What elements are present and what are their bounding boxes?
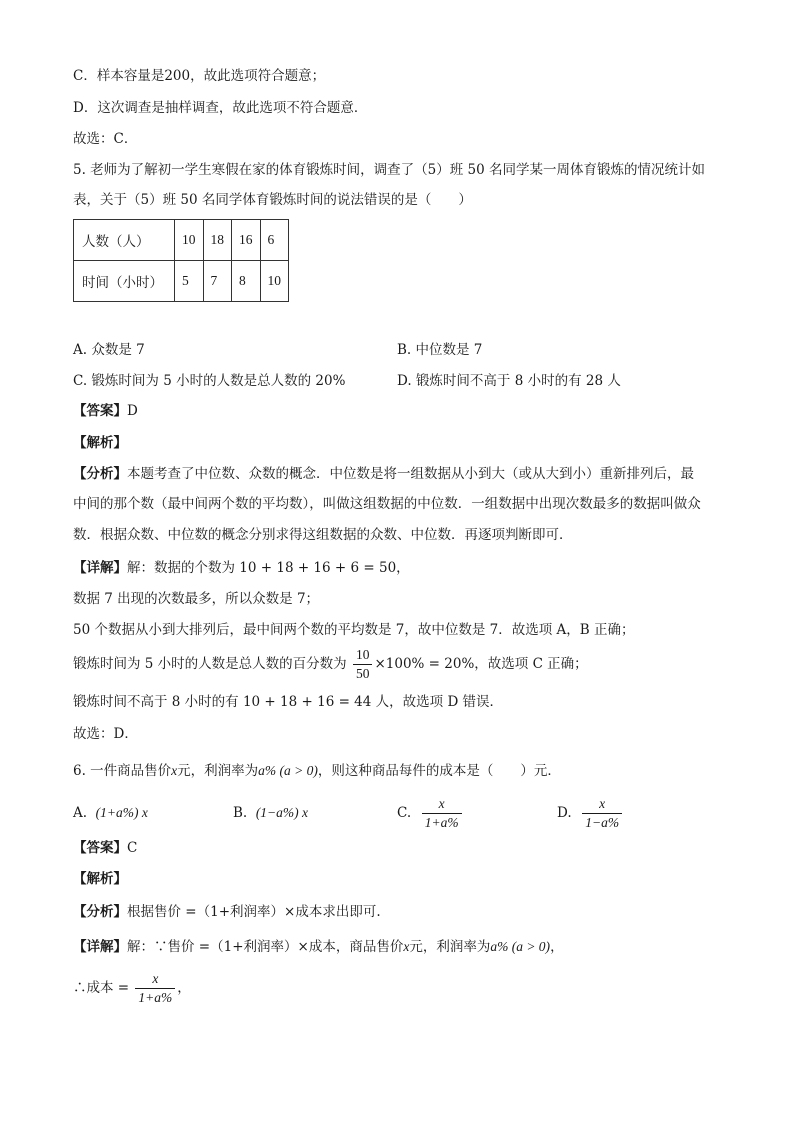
text-line: C．样本容量是200，故此选项符合题意； — [73, 68, 326, 84]
detail-text — [73, 558, 410, 578]
detail-text — [73, 937, 564, 957]
fenxi-tag: 【分析】 — [73, 466, 127, 482]
text-line: D．这次调查是抽样调查，故此选项不符合题意． — [73, 100, 368, 116]
stats-table — [73, 219, 289, 302]
option-c — [397, 793, 464, 833]
answer-line — [73, 401, 138, 421]
fraction — [135, 970, 175, 1007]
table-cell: 16 — [232, 220, 261, 261]
option-label: C. — [397, 805, 412, 821]
detail-line: 数据 7 出现的次数最多，所以众数是 7； — [73, 591, 320, 607]
detail-line-text: ， — [177, 980, 191, 996]
numerator: 10 — [353, 646, 373, 665]
answer-line — [73, 838, 137, 858]
table-cell: 18 — [203, 220, 232, 261]
table-cell: 5 — [175, 261, 204, 302]
text-line: 故选：D． — [73, 726, 138, 742]
detail-line-text: ， — [550, 939, 564, 955]
detail-line-text: 元，利润率为 — [409, 939, 491, 955]
fenxi-text: 根据售价 =（1+利润率）×成本求出即可. — [127, 904, 381, 920]
question-5-stem: 5. 老师为了解初一学生寒假在家的体育锻炼时间，调查了（5）班 50 名同学某一周体育锻炼的情况统计如 — [73, 162, 706, 178]
detail-line — [73, 968, 191, 1008]
stem-text: 6. 一件商品售价 — [73, 763, 172, 779]
option-d — [557, 793, 624, 833]
detail-line-text: ∴成本 = — [73, 980, 130, 996]
detail-tag: 【详解】 — [73, 939, 127, 955]
answer-value: D — [127, 403, 138, 419]
math-expr: a% (a > 0) — [258, 763, 318, 778]
option-b: B. 中位数是 7 — [397, 342, 483, 358]
question-5-stem: 表，关于（5）班 50 名同学体育锻炼时间的说法错误的是（ ） — [73, 192, 472, 208]
analysis-text — [73, 902, 381, 922]
table-header-cell: 人数（人） — [74, 220, 175, 261]
detail-line-text: 解：∵售价 =（1+利润率）×成本，商品售价 — [127, 939, 404, 955]
detail-line: 锻炼时间不高于 8 小时的有 10 + 18 + 16 = 44 人，故选项 D 错误． — [73, 694, 504, 710]
math-var: x — [403, 939, 410, 954]
table-cell: 10 — [260, 261, 289, 302]
table-row — [74, 261, 289, 302]
detail-line: 50 个数据从小到大排列后，最中间两个数的平均数是 7，故中位数是 7．故选项 A，B 正确； — [73, 622, 635, 638]
math-expr: (1+a%) x — [95, 805, 148, 820]
analysis-tag: 【解析】 — [73, 435, 127, 451]
fraction — [582, 795, 622, 832]
option-c: C. 锻炼时间为 5 小时的人数是总人数的 20% — [73, 373, 346, 389]
option-a — [73, 803, 148, 823]
option-b — [233, 803, 308, 823]
stem-text: 元，利润率为 — [177, 763, 259, 779]
fraction — [422, 795, 462, 832]
detail-line-text: ×100% = 20%，故选项 C 正确； — [374, 656, 588, 672]
answer-tag: 【答案】 — [73, 840, 127, 856]
answer-tag: 【答案】 — [73, 403, 127, 419]
table-row — [74, 220, 289, 261]
denominator: 1+a% — [424, 815, 459, 830]
denominator: 50 — [355, 666, 370, 681]
fenxi-tag: 【分析】 — [73, 904, 127, 920]
question-6-stem — [73, 761, 561, 781]
table-cell: 8 — [232, 261, 261, 302]
table-cell: 6 — [260, 220, 289, 261]
text-line: 故选：C． — [73, 131, 138, 147]
detail-tag: 【详解】 — [73, 560, 127, 576]
option-label: B. — [233, 805, 248, 821]
numerator: x — [135, 970, 175, 989]
option-d: D. 锻炼时间不高于 8 小时的有 28 人 — [397, 373, 621, 389]
detail-line — [73, 645, 588, 683]
numerator: x — [422, 795, 462, 814]
math-var: x — [171, 763, 178, 778]
option-a: A. 众数是 7 — [73, 342, 145, 358]
analysis-text: 数．根据众数、中位数的概念分别求得这组数据的众数、中位数．再逐项判断即可． — [73, 527, 573, 543]
table-cell: 10 — [175, 220, 204, 261]
option-label: D. — [557, 805, 572, 821]
table-cell: 7 — [203, 261, 232, 302]
answer-value: C — [127, 840, 138, 856]
option-label: A. — [73, 805, 88, 821]
math-expr: a% (a > 0) — [490, 939, 551, 954]
fraction — [353, 646, 373, 683]
fenxi-text: 本题考查了中位数、众数的概念．中位数是将一组数据从小到大（或从大到小）重新排列后，最 — [127, 466, 694, 482]
analysis-text: 中间的那个数（最中间两个数的平均数），叫做这组数据的中位数．一组数据中出现次数最多的数据叫做众 — [73, 496, 701, 512]
detail-line: 解：数据的个数为 10 + 18 + 16 + 6 = 50， — [127, 560, 410, 576]
math-expr: (1−a%) x — [255, 805, 309, 820]
analysis-text — [73, 464, 694, 484]
analysis-tag: 【解析】 — [73, 871, 127, 887]
denominator: 1+a% — [138, 990, 173, 1005]
detail-line-text: 锻炼时间为 5 小时的人数是总人数的百分数为 — [73, 656, 347, 672]
table-header-cell: 时间（小时） — [74, 261, 175, 302]
numerator: x — [582, 795, 622, 814]
stem-text: ，则这种商品每件的成本是（ ）元． — [317, 763, 561, 779]
denominator: 1−a% — [585, 815, 620, 830]
